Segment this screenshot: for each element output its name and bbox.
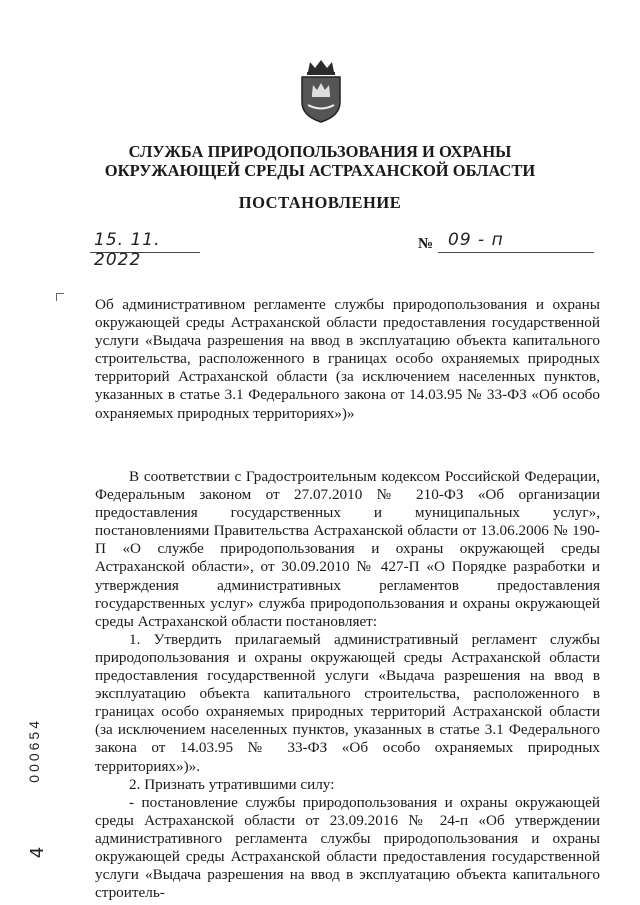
document-body [95, 468, 600, 902]
date-handwritten: 15. 11. 2022 [94, 230, 161, 270]
corner-bracket-mark [56, 293, 64, 301]
margin-registration-code: 000654 [26, 718, 42, 783]
agency-line-2: ОКРУЖАЮЩЕЙ СРЕДЫ АСТРАХАНСКОЙ ОБЛАСТИ [104, 161, 536, 180]
body-paragraph-preamble: В соответствии с Градостроительным кодексом Российской Федерации, Федеральным законом от 27.07.2010 № 210-ФЗ «Об организации предоставления государственных и муниципальных услуг», постановлениями Правительства Астраханской области от 13.06.2006 № 190-П «О службе природопользования и охраны окружающей среды Астраханской области», от 30.09.2010 № 427-П «О Порядке разработки и утверждения административных регламентов предоставления государственных услуг» служба природопользования и охраны окружающей среды Астраханской области постановляет: [95, 468, 600, 630]
number-sign: № [418, 236, 434, 252]
document-subject: Об административном регламенте службы природопользования и охраны окружающей среды Астраханской области предоставления государственной услуги «Выдача разрешения на ввод в эксплуатацию объекта капитального строительства, расположенного в границах особо охраняемых природных территорий Астраханской области (за исключением населенных пунктов, указанных в статье 3.1 Федерального закона от 14.03.95 № 33-ФЗ «Об особо охраняемых природных территориях»)» [95, 296, 600, 422]
body-paragraph-item-2: 2. Признать утратившими силу: [129, 775, 335, 793]
date-field [90, 228, 200, 270]
document-type-title: ПОСТАНОВЛЕНИЕ [238, 193, 402, 212]
number-handwritten: 09 - п [448, 230, 504, 250]
body-paragraph-item-2-sub: - постановление службы природопользования и охраны окружающей среды Астраханской области от 23.09.2016 № 24-п «Об утверждении административного регламента службы природопользования и охраны окружающей среды Астраханской области предоставления государственной услуги «Выдача разрешения на ввод в эксплуатацию объекта капитального строитель- [95, 793, 600, 902]
margin-page-mark: 4 [27, 846, 49, 859]
coat-of-arms-icon [296, 58, 346, 124]
number-field [438, 228, 594, 253]
agency-line-1: СЛУЖБА ПРИРОДОПОЛЬЗОВАНИЯ И ОХРАНЫ [128, 142, 512, 161]
body-paragraph-item-1: 1. Утвердить прилагаемый административный регламент службы природопользования и охраны окружающей среды Астраханской области предоставления государственной услуги «Выдача разрешения на ввод в эксплуатацию объекта капитального строительства, расположенного в границах особо охраняемых природных территорий Астраханской области (за исключением населенных пунктов, указанных в статье 3.1 Федерального закона от 14.03.95 № 33-ФЗ «Об особо охраняемых природных территориях»)». [95, 630, 600, 775]
agency-name [60, 142, 580, 180]
